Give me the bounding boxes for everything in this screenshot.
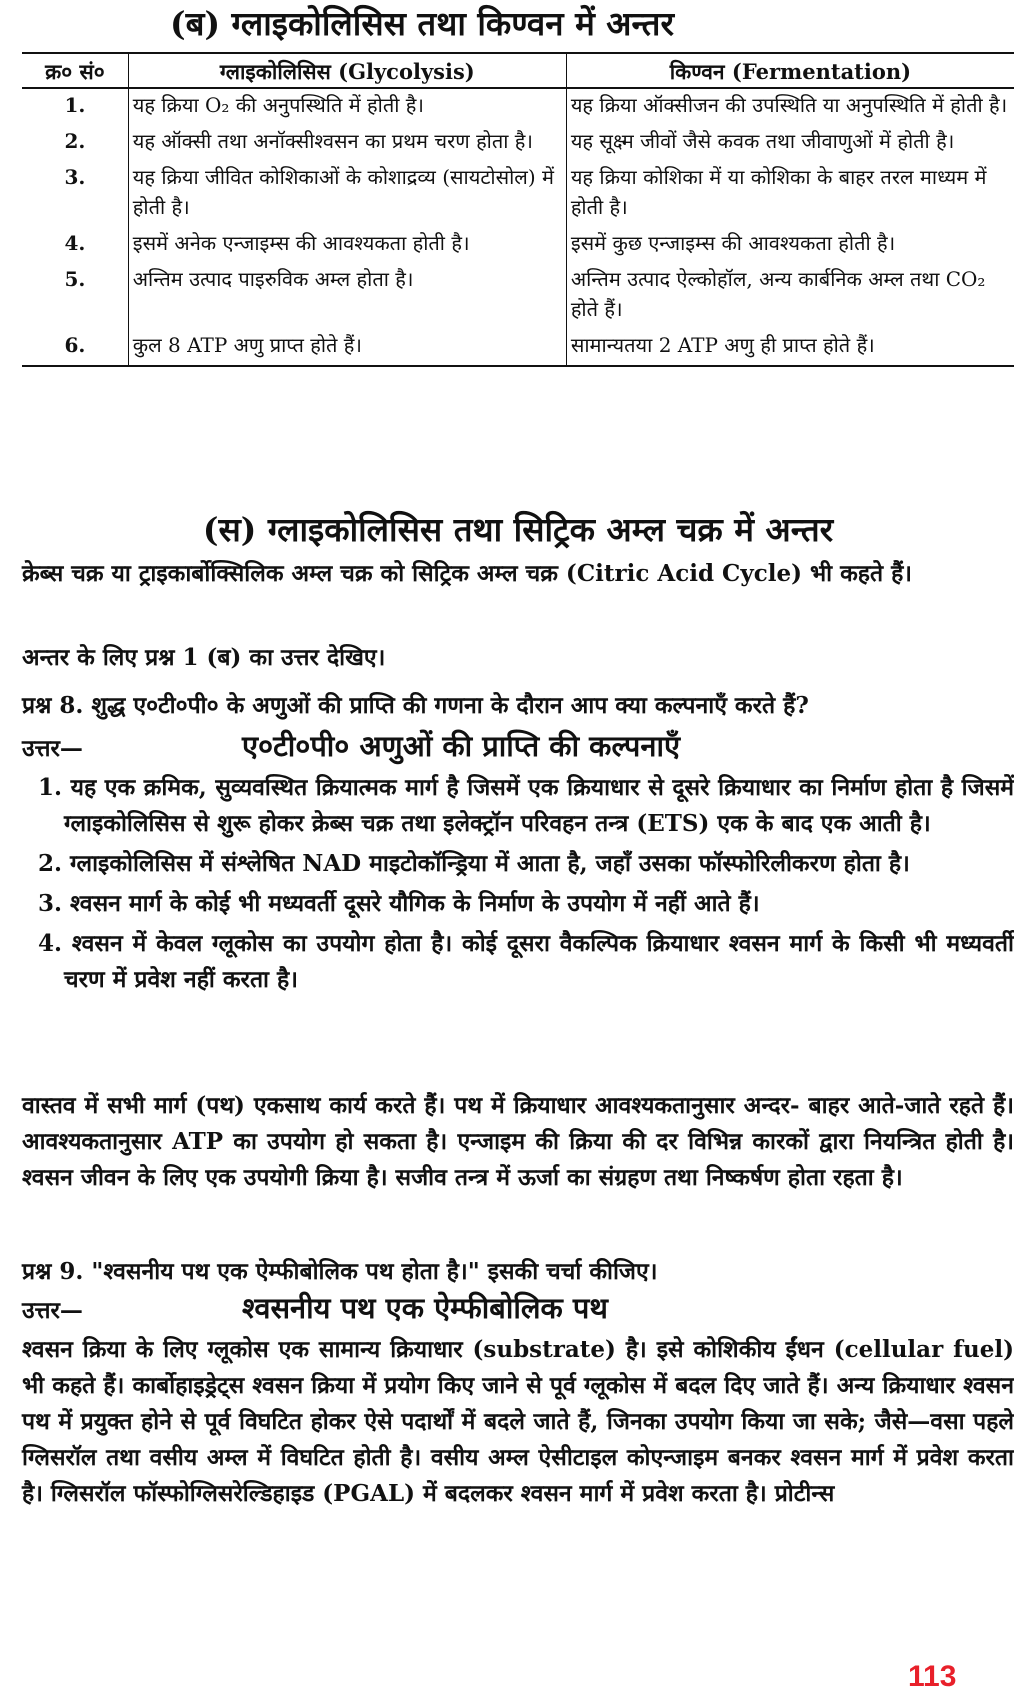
fermentation-cell: अन्तिम उत्पाद ऐल्कोहॉल, अन्य कार्बनिक अम्ल तथा CO₂ होते हैं। <box>570 267 986 321</box>
row-number: 3. <box>22 161 128 227</box>
table-row <box>22 329 1014 366</box>
glycolysis-cell: यह ऑक्सी तथा अनॉक्सीश्वसन का प्रथम चरण होता है। <box>128 125 566 161</box>
glycolysis-fermentation-table <box>22 52 1014 367</box>
fermentation-cell: यह सूक्ष्म जीवों जैसे कवक तथा जीवाणुओं में होती है। <box>570 129 955 153</box>
answer-9-header <box>22 1288 1014 1331</box>
glycolysis-cell: अन्तिम उत्पाद पाइरुविक अम्ल होता है। <box>128 263 566 329</box>
glycolysis-cell: यह क्रिया जीवित कोशिकाओं के कोशाद्रव्य (सायटोसोल) में होती है। <box>128 161 566 227</box>
glycolysis-cell: यह क्रिया O₂ की अनुपस्थिति में होती है। <box>128 88 566 125</box>
row-number: 1. <box>22 88 128 125</box>
table-row <box>22 125 1014 161</box>
table-row <box>22 227 1014 263</box>
section-c-title: (स) ग्लाइकोलिसिस तथा सिट्रिक अम्ल चक्र में अन्तर <box>202 510 834 549</box>
fermentation-cell: इसमें कुछ एन्जाइम्स की आवश्यकता होती है। <box>570 231 896 255</box>
answer-label: उत्तर— <box>22 1297 83 1324</box>
row-number: 6. <box>22 329 128 366</box>
amphibolic-paragraph: श्वसन क्रिया के लिए ग्लूकोस एक सामान्य क्रियाधार (substrate) है। इसे कोशिकीय ईंधन (cellular fuel) भी कहते हैं। कार्बोहाइड्रेट्स श्वसन क्रिया में प्रयोग किए जाने से पूर्व ग्लूकोस में बदल दिए जाते हैं। अन्य क्रियाधार श्वसन पथ में प्रयुक्त होने से पूर्व विघटित होकर ऐसे पदार्थों में बदले जाते हैं, जिनका उपयोग किया जा सके; जैसे—वसा पहले ग्लिसरॉल तथा वसीय अम्ल में विघटित होती है। वसीय अम्ल ऐसीटाइल कोएन्जाइम बनकर श्वसन मार्ग में प्रवेश करता है। ग्लिसरॉल फॉस्फोग्लिसरेल्डिहाइड (PGAL) में बदलकर श्वसन मार्ग में प्रवेश करता है। प्रोटीन्स <box>22 1336 1014 1507</box>
answer-label: उत्तर— <box>22 735 83 762</box>
table-row <box>22 88 1014 125</box>
table-row <box>22 263 1014 329</box>
header-fermentation: किण्वन (Fermentation) <box>669 59 912 84</box>
list-item: 1. यह एक क्रमिक, सुव्यवस्थित क्रियात्मक मार्ग है जिसमें एक क्रियाधार से दूसरे क्रियाधार का निर्माण होता है जिसमें ग्लाइकोलिसिस से शुरू होकर क्रेब्स चक्र तथा इलेक्ट्रॉन परिवहन तन्त्र (ETS) एक के बाद एक आती है। <box>38 774 1014 837</box>
list-item: 3. श्वसन मार्ग के कोई भी मध्यवर्ती दूसरे यौगिक के निर्माण के उपयोग में नहीं आते हैं। <box>38 890 760 917</box>
question-8: प्रश्न 8. शुद्ध ए०टी०पी० के अणुओं की प्राप्ति की गणना के दौरान आप क्या कल्पनाएँ करते हैं? <box>22 692 809 719</box>
question-9: प्रश्न 9. "श्वसनीय पथ एक ऐम्फीबोलिक पथ होता है।" इसकी चर्चा कीजिए। <box>22 1258 658 1285</box>
fermentation-cell: सामान्यतया 2 ATP अणु ही प्राप्त होते हैं। <box>570 333 875 357</box>
row-number: 4. <box>22 227 128 263</box>
row-number: 2. <box>22 125 128 161</box>
conclusion-paragraph: वास्तव में सभी मार्ग (पथ) एकसाथ कार्य करते हैं। पथ में क्रियाधार आवश्यकतानुसार अन्दर- बाहर आते-जाते रहते हैं। आवश्यकतानुसार ATP का उपयोग हो सकता है। एन्जाइम की क्रिया की दर विभिन्न कारकों द्वारा नियन्त्रित होती है। श्वसन जीवन के लिए एक उपयोगी क्रिया है। सजीव तन्त्र में ऊर्जा का संग्रहण तथा निष्कर्षण होता रहता है। <box>22 1092 1014 1191</box>
header-glycolysis: ग्लाइकोलिसिस (Glycolysis) <box>128 53 566 88</box>
list-item: 4. श्वसन में केवल ग्लूकोस का उपयोग होता है। कोई दूसरा वैकल्पिक क्रियाधार श्वसन मार्ग के किसी भी मध्यवर्ती चरण में प्रवेश नहीं करता है। <box>38 930 1014 993</box>
glycolysis-cell: कुल 8 ATP अणु प्राप्त होते हैं। <box>128 329 566 366</box>
header-sno: क्र० सं० <box>22 53 128 88</box>
krebs-cycle-paragraph: क्रेब्स चक्र या ट्राइकार्बोक्सिलिक अम्ल चक्र को सिट्रिक अम्ल चक्र (Citric Acid Cycle) भी कहते हैं। <box>22 560 913 587</box>
answer-8-header <box>22 726 1014 769</box>
fermentation-cell: यह क्रिया ऑक्सीजन की उपस्थिति या अनुपस्थिति में होती है। <box>570 93 1008 117</box>
section-b-title: (ब) ग्लाइकोलिसिस तथा किण्वन में अन्तर <box>170 4 674 43</box>
answer-heading: ए०टी०पी० अणुओं की प्राप्ति की कल्पनाएँ <box>242 729 681 763</box>
assumptions-list <box>38 770 1014 1002</box>
table-row <box>22 161 1014 227</box>
difference-reference: अन्तर के लिए प्रश्न 1 (ब) का उत्तर देखिए। <box>22 644 386 671</box>
row-number: 5. <box>22 263 128 329</box>
list-item: 2. ग्लाइकोलिसिस में संश्लेषित NAD माइटोकॉन्ड्रिया में आता है, जहाँ उसका फॉस्फोरिलीकरण होता है। <box>38 850 910 877</box>
glycolysis-cell: इसमें अनेक एन्जाइम्स की आवश्यकता होती है। <box>128 227 566 263</box>
fermentation-cell: यह क्रिया कोशिका में या कोशिका के बाहर तरल माध्यम में होती है। <box>570 165 987 219</box>
answer-heading: श्वसनीय पथ एक ऐम्फीबोलिक पथ <box>242 1291 608 1325</box>
table-header-row <box>22 53 1014 88</box>
page-number: 113 <box>908 1660 957 1693</box>
